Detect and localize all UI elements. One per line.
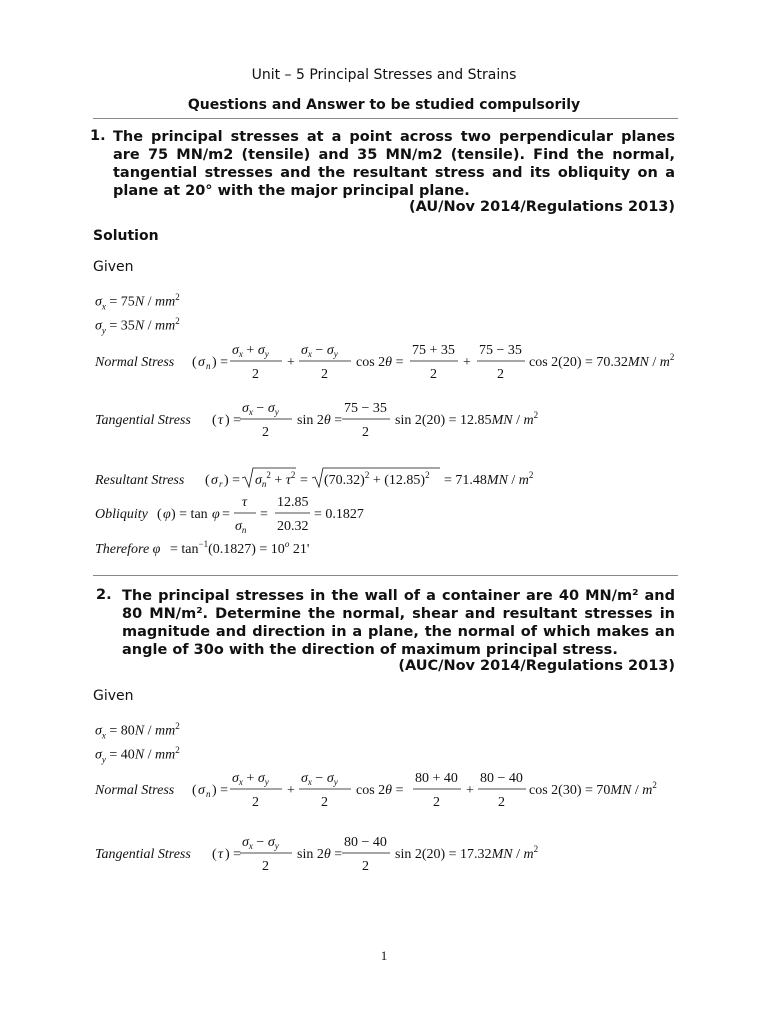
- page-number: 1: [380, 948, 388, 963]
- svg-text:cos 2θ =: cos 2θ =: [356, 783, 404, 798]
- svg-text:τ: τ: [242, 495, 248, 510]
- svg-text:Resultant Stress: Resultant Stress: [95, 473, 185, 488]
- svg-text:(: (: [205, 473, 210, 488]
- svg-text:(: (: [157, 507, 162, 522]
- q2-tangential-stress-equation: [92, 834, 572, 878]
- svg-text:(: (: [192, 783, 197, 798]
- svg-text:sin 2(20) = 17.32MN / m2: $\sin 2(20) = 17.32MN / m^2$: [395, 844, 539, 862]
- divider-top: [93, 118, 678, 119]
- unit-title: Unit – 5 Principal Stresses and Strains: [251, 67, 517, 83]
- svg-text:2: 2: [252, 795, 259, 810]
- svg-text:2: 2: [433, 795, 440, 810]
- svg-text:Obliquity: Obliquity: [95, 507, 148, 522]
- svg-text:Normal Stress: Normal Stress: [95, 783, 175, 798]
- svg-text:(: (: [192, 355, 197, 370]
- svg-text:2: 2: [362, 859, 369, 874]
- q1-solution-label: Solution: [93, 228, 159, 244]
- q1-tangential-stress-equation: [92, 402, 572, 446]
- q1-sigma-x: $\sigma_x = 75N / mm^2$: [95, 292, 180, 312]
- svg-text:Therefore φ: Therefore φ: [95, 542, 161, 557]
- q1-number: 1.: [90, 128, 106, 144]
- svg-text:2: 2: [321, 795, 328, 810]
- q2-text: The principal stresses in the wall of a container are 40 MN/m² and 80 MN/m². Determine the normal, shear and resultant stresses in magnitude and direction in a plane, the normal of which makes an angle of 30o with the direction of maximum principal stress.: [122, 588, 675, 658]
- svg-text:φ: φ: [163, 507, 171, 522]
- svg-text:2: 2: [497, 367, 504, 382]
- svg-text:75 − 35: 75 − 35: [344, 402, 387, 416]
- svg-text:σ: σ: [198, 355, 205, 370]
- svg-text:80 − 40: 80 − 40: [344, 835, 387, 850]
- svg-text:Tangential Stress: Tangential Stress: [95, 413, 191, 428]
- q1-text: The principal stresses at a point across two perpendicular planes are 75 MN/m2 (tensile) and 35 MN/m2 (tensile). Find the normal, tangential stresses and the resultant stress and its obliquity on a plane at 20° with the major principal plane.: [113, 129, 675, 199]
- q2-given-label: Given: [93, 688, 134, 704]
- svg-text:sin 2θ =: sin 2θ =: [297, 413, 343, 428]
- svg-text:) =: ) =: [225, 847, 242, 862]
- svg-text:σx + σy: $\sigma_x + \sigma_y$: [232, 343, 269, 359]
- svg-text:cos 2θ =: cos 2θ =: [356, 355, 404, 370]
- svg-text:) = tan: ) = tan: [171, 507, 208, 522]
- svg-text:2: 2: [498, 795, 505, 810]
- svg-text:σx + σy: $\sigma_x + \sigma_y$: [232, 771, 269, 787]
- svg-text:Tangential Stress: Tangential Stress: [95, 847, 191, 862]
- svg-text:2: 2: [362, 425, 369, 440]
- svg-text:σ: σ: [211, 473, 218, 488]
- svg-text:φ: φ: [212, 507, 220, 522]
- svg-text:Normal Stress: Normal Stress: [95, 355, 175, 370]
- svg-text:2: 2: [262, 425, 269, 440]
- svg-text:2: 2: [262, 859, 269, 874]
- svg-text:σ: σ: [198, 783, 205, 798]
- q1-therefore-equation: [92, 536, 392, 560]
- q1-obliquity-equation: [92, 494, 392, 538]
- q2-sigma-y: $\sigma_y = 40N / mm^2$: [95, 745, 180, 765]
- svg-text:+: +: [287, 783, 295, 798]
- svg-text:=: =: [222, 507, 230, 522]
- svg-text:= 71.48MN / m2: = $71.48MN / m^2$: [444, 470, 534, 488]
- svg-text:+: +: [463, 355, 471, 370]
- q1-normal-stress-equation: [92, 340, 702, 384]
- svg-text:20.32: 20.32: [277, 519, 309, 534]
- svg-text:σn2 + τ2: $\sigma_n^2 + \tau^2$: [255, 470, 296, 489]
- svg-text:cos 2(30) = 70MN / m2: $\cos 2(30) = 70MN / m^2$: [529, 780, 657, 798]
- q2-number: 2.: [96, 587, 112, 603]
- svg-text:+: +: [287, 355, 295, 370]
- svg-text:(: (: [212, 413, 217, 428]
- svg-text:75 + 35: 75 + 35: [412, 343, 455, 358]
- svg-text:+: +: [466, 783, 474, 798]
- svg-text:) =: ) =: [212, 355, 229, 370]
- svg-text:n: n: [206, 361, 211, 371]
- svg-text:75 − 35: 75 − 35: [479, 343, 522, 358]
- svg-text:) =: ) =: [212, 783, 229, 798]
- q1-reference: (AU/Nov 2014/Regulations 2013): [408, 199, 675, 215]
- svg-text:=: =: [300, 473, 308, 488]
- svg-text:σx − σy: $\sigma_x - \sigma_y$: [242, 402, 279, 417]
- q1-resultant-stress-equation: [92, 464, 572, 494]
- divider-middle: [93, 575, 678, 576]
- svg-text:sin 2θ =: sin 2θ =: [297, 847, 343, 862]
- svg-text:τ: τ: [218, 413, 224, 428]
- svg-text:2: 2: [430, 367, 437, 382]
- svg-text:= 0.1827: = 0.1827: [314, 507, 364, 522]
- q2-sigma-x: $\sigma_x = 80N / mm^2$: [95, 721, 180, 741]
- svg-text:=: =: [260, 507, 268, 522]
- svg-text:σn: $\sigma_n$: [235, 519, 247, 535]
- svg-text:12.85: 12.85: [277, 495, 309, 510]
- q1-sigma-y: $\sigma_y = 35N / mm^2$: [95, 316, 180, 336]
- q2-normal-stress-equation: [92, 770, 702, 814]
- svg-text:80 + 40: 80 + 40: [415, 771, 458, 786]
- svg-text:τ: τ: [218, 847, 224, 862]
- q1-given-label: Given: [93, 259, 134, 275]
- svg-text:80 − 40: 80 − 40: [480, 771, 523, 786]
- svg-text:σx − σy: $\sigma_x - \sigma_y$: [301, 343, 338, 359]
- svg-text:2: 2: [252, 367, 259, 382]
- section-subtitle: Questions and Answer to be studied compulsorily: [187, 97, 581, 113]
- svg-text:(70.32)2 + (12.85)2: $(70.32)^2 + (12.85)^2$: [324, 470, 430, 488]
- svg-text:σx − σy: $\sigma_x - \sigma_y$: [242, 835, 279, 851]
- svg-text:n: n: [206, 789, 211, 799]
- svg-text:cos 2(20) = 70.32MN / m2: $\cos 2(20) = 70.32MN / m^2$: [529, 352, 675, 370]
- svg-text:2: 2: [321, 367, 328, 382]
- svg-text:= tan−1(0.1827) = 10o 21': = $\tan^{-1}(0.1827) = 10^o$ 21': [170, 539, 310, 557]
- svg-text:σx − σy: $\sigma_x - \sigma_y$: [301, 771, 338, 787]
- svg-text:(: (: [212, 847, 217, 862]
- svg-text:sin 2(20) = 12.85MN / m2: $\sin 2(20) = 12.85MN / m^2$: [395, 410, 539, 428]
- svg-text:) =: ) =: [225, 413, 242, 428]
- q2-reference: (AUC/Nov 2014/Regulations 2013): [398, 658, 675, 674]
- svg-text:r: r: [219, 479, 223, 489]
- svg-text:) =: ) =: [224, 473, 241, 488]
